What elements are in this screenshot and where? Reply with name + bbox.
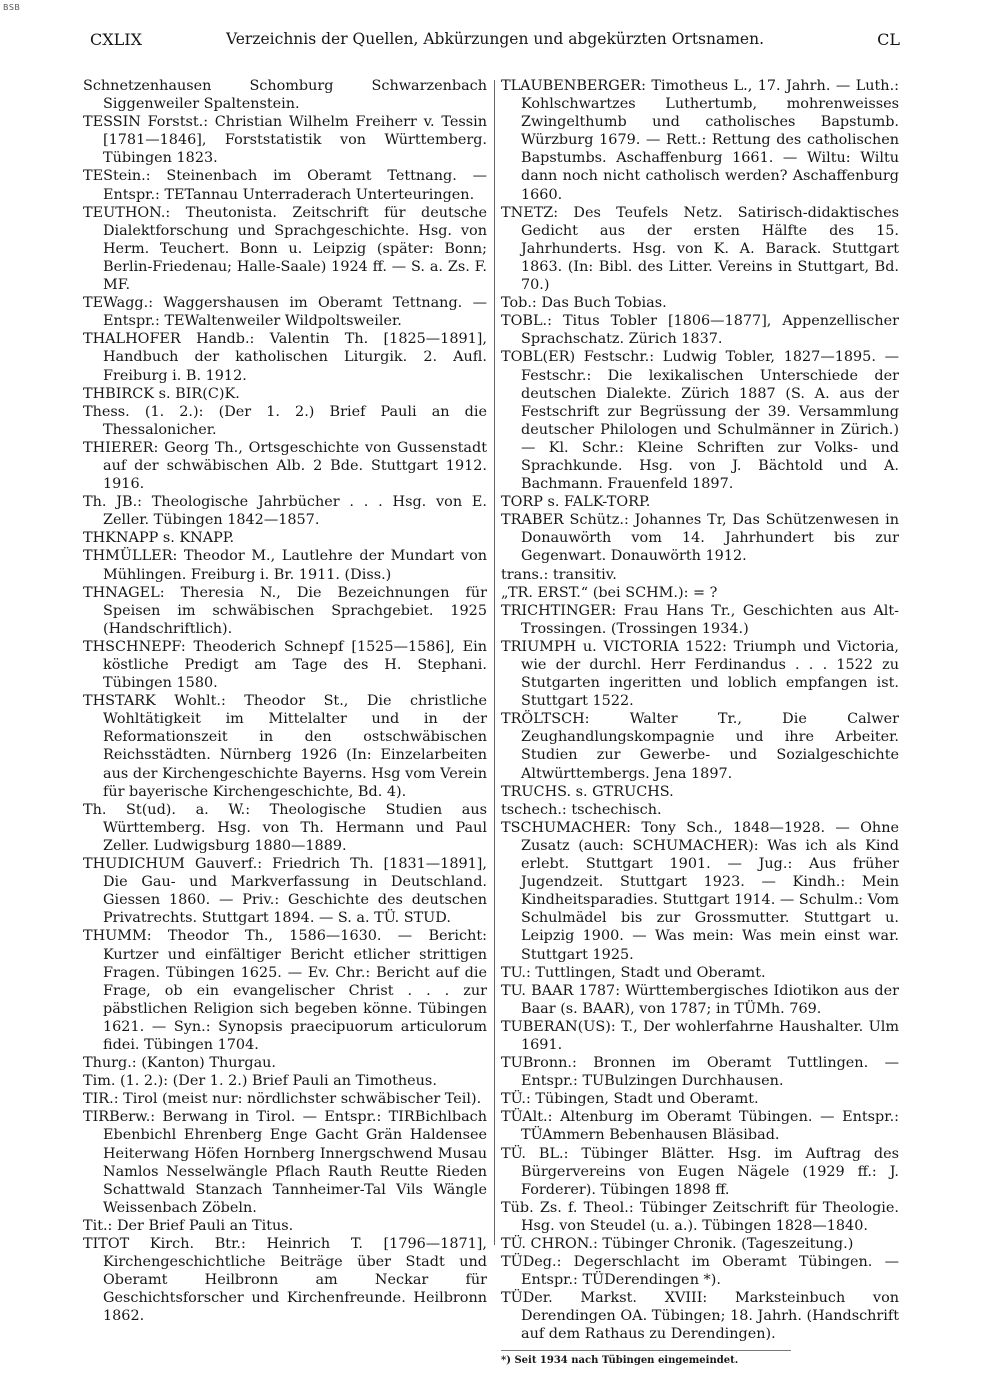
page-number-left: CXLIX [90, 30, 142, 49]
list-item: Th. St(ud). a. W.: Theologische Studien aus Württemberg. Hsg. von Th. Hermann und Paul Zeller. Ludwigsburg 1880—1889. [83, 801, 487, 854]
list-item: Tüb. Zs. f. Theol.: Tübinger Zeitschrift für Theologie. Hsg. von Steudel (u. a.). Tübingen 1828—1840. [501, 1199, 899, 1234]
column-divider [494, 80, 495, 1245]
list-item: TOBL.: Titus Tobler [1806—1877], Appenzellischer Sprachschatz. Zürich 1837. [501, 313, 899, 348]
list-item: Thurg.: (Kanton) Thurgau. [83, 1055, 276, 1072]
list-item: TÜ. BL.: Tübinger Blätter. Hsg. im Auftrag des Bürgervereins von Eugen Nägele (1929 ff.: J. Forderer). Tübingen 1898 ff. [501, 1145, 899, 1198]
list-item: TSCHUMACHER: Tony Sch., 1848—1928. — Ohne Zusatz (auch: SCHUMACHER): Was ich als Kind erlebt. Stuttgart 1901. — Jug.: Aus früher Jugendzeit. Stuttgart 1923. — Kindh.: Mein Kindheitsparadies. Stuttgart 1914. — Schulm.: Vom Schulmädel bis zur Grossmutter. Stuttgart u. Leipzig 1900. — Was mein: Was mein einst war. Stuttgart 1925. [501, 819, 899, 963]
list-item: TU.: Tuttlingen, Stadt und Oberamt. [501, 964, 766, 981]
list-item: TLAUBENBERGER: Timotheus L., 17. Jahrh. — Luth.: Kohlschwartzes Luthertumb, mohrenweisses Zwingelthumb und catholisches Bapstumb. Würzburg 1679. — Rett.: Rettung des catholischen Bapstumbs. Aschaffenburg 1661. — Wiltu: Wiltu dann noch nicht catholisch werden? Aschaffenburg 1660. [501, 78, 899, 203]
list-item: Tim. (1. 2.): (Der 1. 2.) Brief Pauli an Timotheus. [83, 1073, 437, 1090]
left-column [83, 77, 487, 1325]
list-item: TIR.: Tirol (meist nur: nördlichster schwäbischer Teil). [83, 1091, 482, 1108]
list-item: THMÜLLER: Theodor M., Lautlehre der Mundart von Mühlingen. Freiburg i. Br. 1911. (Diss.) [83, 548, 487, 583]
list-item: „TR. ERST.“ (bei SCHM.): = ? [501, 584, 718, 601]
list-item: tschech.: tschechisch. [501, 801, 662, 818]
library-stamp: BSB [3, 3, 21, 12]
list-item: TEWagg.: Waggershausen im Oberamt Tettnang. — Entspr.: TEWaltenweiler Wildpoltsweiler. [83, 295, 487, 330]
list-item: TESSIN Forstst.: Christian Wilhelm Freiherr v. Tessin [1781—1846], Forststatistik von Württemberg. Tübingen 1823. [83, 114, 487, 167]
list-item: THBIRCK s. BIR(C)K. [83, 385, 240, 402]
list-item: THUDICHUM Gauverf.: Friedrich Th. [1831—1891], Die Gau- und Markverfassung in Deutschland. Giessen 1860. — Priv.: Geschichte des deutschen Privatrechts. Stuttgart 1894. — S. a. TÜ. STUD. [83, 856, 487, 927]
list-item: TÜ. CHRON.: Tübinger Chronik. (Tageszeitung.) [501, 1236, 854, 1252]
page-header [90, 30, 900, 60]
list-item: TOBL(ER) Festschr.: Ludwig Tobler, 1827—1895. — Festschr.: Die lexikalischen Unterschiede der deutschen Dialekte. Zürich 1887 (S. A. aus der Festschrift zur Begrüssung der 39. Versammlung deutscher Philologen und Schulmänner in Zürich.) — Kl. Schr.: Kleine Schriften zur Volks- und Sprachkunde. Hsg. von J. Bächtold und A. Bachmann. Frauenfeld 1897. [501, 349, 899, 493]
list-item: trans.: transitiv. [501, 566, 617, 583]
list-item: TUBronn.: Bronnen im Oberamt Tuttlingen. — Entspr.: TUBulzingen Durchhausen. [501, 1055, 899, 1090]
list-item: TEStein.: Steinenbach im Oberamt Tettnang. — Entspr.: TETannau Unterraderach Unterteuringen. [83, 168, 487, 203]
list-item: TRIUMPH u. VICTORIA 1522: Triumph und Victoria, wie der durchl. Herr Ferdinandus . . . 1522 zu Stutgarten ingeritten und loblich empfangen ist. Stuttgart 1522. [501, 638, 899, 710]
list-item: TRÖLTSCH: Walter Tr., Die Calwer Zeughandlungskompagnie und ihre Arbeiter. Studien zur Gewerbe- und Sozialgeschichte Altwürttembergs. Jena 1897. [501, 711, 899, 782]
list-item: THALHOFER Handb.: Valentin Th. [1825—1891], Handbuch der katholischen Liturgik. 2. Aufl. Freiburg i. B. 1912. [83, 331, 487, 384]
list-item: TUBERAN(US): T., Der wohlerfahrne Haushalter. Ulm 1691. [501, 1018, 899, 1053]
list-item: TÜDer. Markst. XVIII: Marksteinbuch von Derendingen OA. Tübingen; 18. Jahrh. (Handschrift auf dem Rathaus zu Derendingen). [501, 1290, 899, 1343]
list-item: TIRBerw.: Berwang in Tirol. — Entspr.: TIRBichlbach Ebenbichl Ehrenberg Enge Gacht Grän Haldensee Heiterwang Höfen Hornberg Innergschwend Musau Namlos Nesselwängle Pflach Rauth Reutte Rieden Schattwald Stanzach Tannheimer-Tal Vils Wängle Weissenbach Zöbeln. [83, 1109, 487, 1216]
list-item: Th. JB.: Theologische Jahrbücher . . . Hsg. von E. Zeller. Tübingen 1842—1857. [83, 494, 487, 529]
list-item: TEUTHON.: Theutonista. Zeitschrift für deutsche Dialektforschung und Sprachgeschichte. Hsg. von Herm. Teuchert. Bonn u. Leipzig (später: Bonn; Berlin-Friedenau; Halle-Saale) 1924 ff. — S. a. Zs. F. MF. [83, 204, 487, 294]
list-item: THNAGEL: Theresia N., Die Bezeichnungen für Speisen im schwäbischen Sprachgebiet. 1925 (Handschriftlich). [83, 584, 487, 637]
list-item: Schnetzenhausen Schomburg Schwarzenbach Siggenweiler Spaltenstein. [83, 78, 487, 113]
list-item: TORP s. FALK-TORP. [501, 494, 651, 511]
list-item: TÜAlt.: Altenburg im Oberamt Tübingen. — Entspr.: TÜAmmern Bebenhausen Bläsibad. [501, 1109, 899, 1144]
right-column [501, 77, 899, 1367]
list-item: THUMM: Theodor Th., 1586—1630. — Bericht: Kurtzer und einfältiger Bericht etlicher strittigen Fragen. Tübingen 1625. — Ev. Chr.: Bericht auf die Frage, ob ein evangelischer Christ . . . zur päbstlichen Religion sich begeben könne. Tübingen 1621. — Syn.: Synopsis praecipuorum articulorum fidei. Tübingen 1704. [83, 928, 487, 1053]
list-item: TITOT Kirch. Btr.: Heinrich T. [1796—1871], Kirchengeschichtliche Beiträge über Stadt und Oberamt Heilbronn am Neckar für Geschichtsforscher und Kirchenfreunde. Heilbronn 1862. [83, 1236, 487, 1325]
list-item: TRUCHS. s. GTRUCHS. [501, 783, 674, 800]
list-item: THKNAPP s. KNAPP. [83, 530, 235, 547]
list-item: Thess. (1. 2.): (Der 1. 2.) Brief Pauli an die Thessalonicher. [83, 403, 487, 438]
list-item: TRABER Schütz.: Johannes Tr, Das Schützenwesen in Donauwörth vom 14. Jahrhundert bis zur Gegenwart. Donauwörth 1912. [501, 512, 899, 565]
list-item: THIERER: Georg Th., Ortsgeschichte von Gussenstadt auf der schwäbischen Alb. 2 Bde. Stuttgart 1912. 1916. [83, 439, 487, 493]
list-item: TÜ.: Tübingen, Stadt und Oberamt. [501, 1091, 759, 1108]
list-item: TNETZ: Des Teufels Netz. Satirisch-didaktisches Gedicht aus der ersten Hälfte des 15. Jahrhunderts. Hsg. von K. A. Barack. Stuttgart 1863. (In: Bibl. des Litter. Vereins in Stuttgart, Bd. 70.) [501, 204, 899, 294]
list-item: THSTARK Wohlt.: Theodor St., Die christliche Wohltätigkeit im Mittelalter und in der Reformationszeit in den ostschwäbischen Reichsstädten. Nürnberg 1926 (In: Einzelarbeiten aus der Kirchengeschichte Bayerns. Hsg vom Verein für bayerische Kirchengeschichte, Bd. 4). [83, 693, 487, 800]
list-item: TÜDeg.: Degerschlacht im Oberamt Tübingen. — Entspr.: TÜDerendingen *). [501, 1254, 899, 1289]
list-item: Tit.: Der Brief Pauli an Titus. [83, 1217, 294, 1234]
list-item: TRICHTINGER: Frau Hans Tr., Geschichten aus Alt-Trossingen. (Trossingen 1934.) [501, 602, 899, 637]
list-item: TU. BAAR 1787: Württembergisches Idiotikon aus der Baar (s. BAAR), von 1787; in TÜMh. 769. [501, 982, 899, 1017]
footnote: *) Seit 1934 nach Tübingen eingemeindet. [501, 1350, 791, 1367]
list-item: Tob.: Das Buch Tobias. [501, 295, 667, 312]
list-item: THSCHNEPF: Theoderich Schnepf [1525—1586], Ein köstliche Predigt am Tage des H. Stephani. Tübingen 1580. [83, 638, 487, 692]
page-number-right: CL [877, 30, 900, 49]
page-title: Verzeichnis der Quellen, Abkürzungen und abgekürzten Ortsnamen. [225, 30, 765, 48]
